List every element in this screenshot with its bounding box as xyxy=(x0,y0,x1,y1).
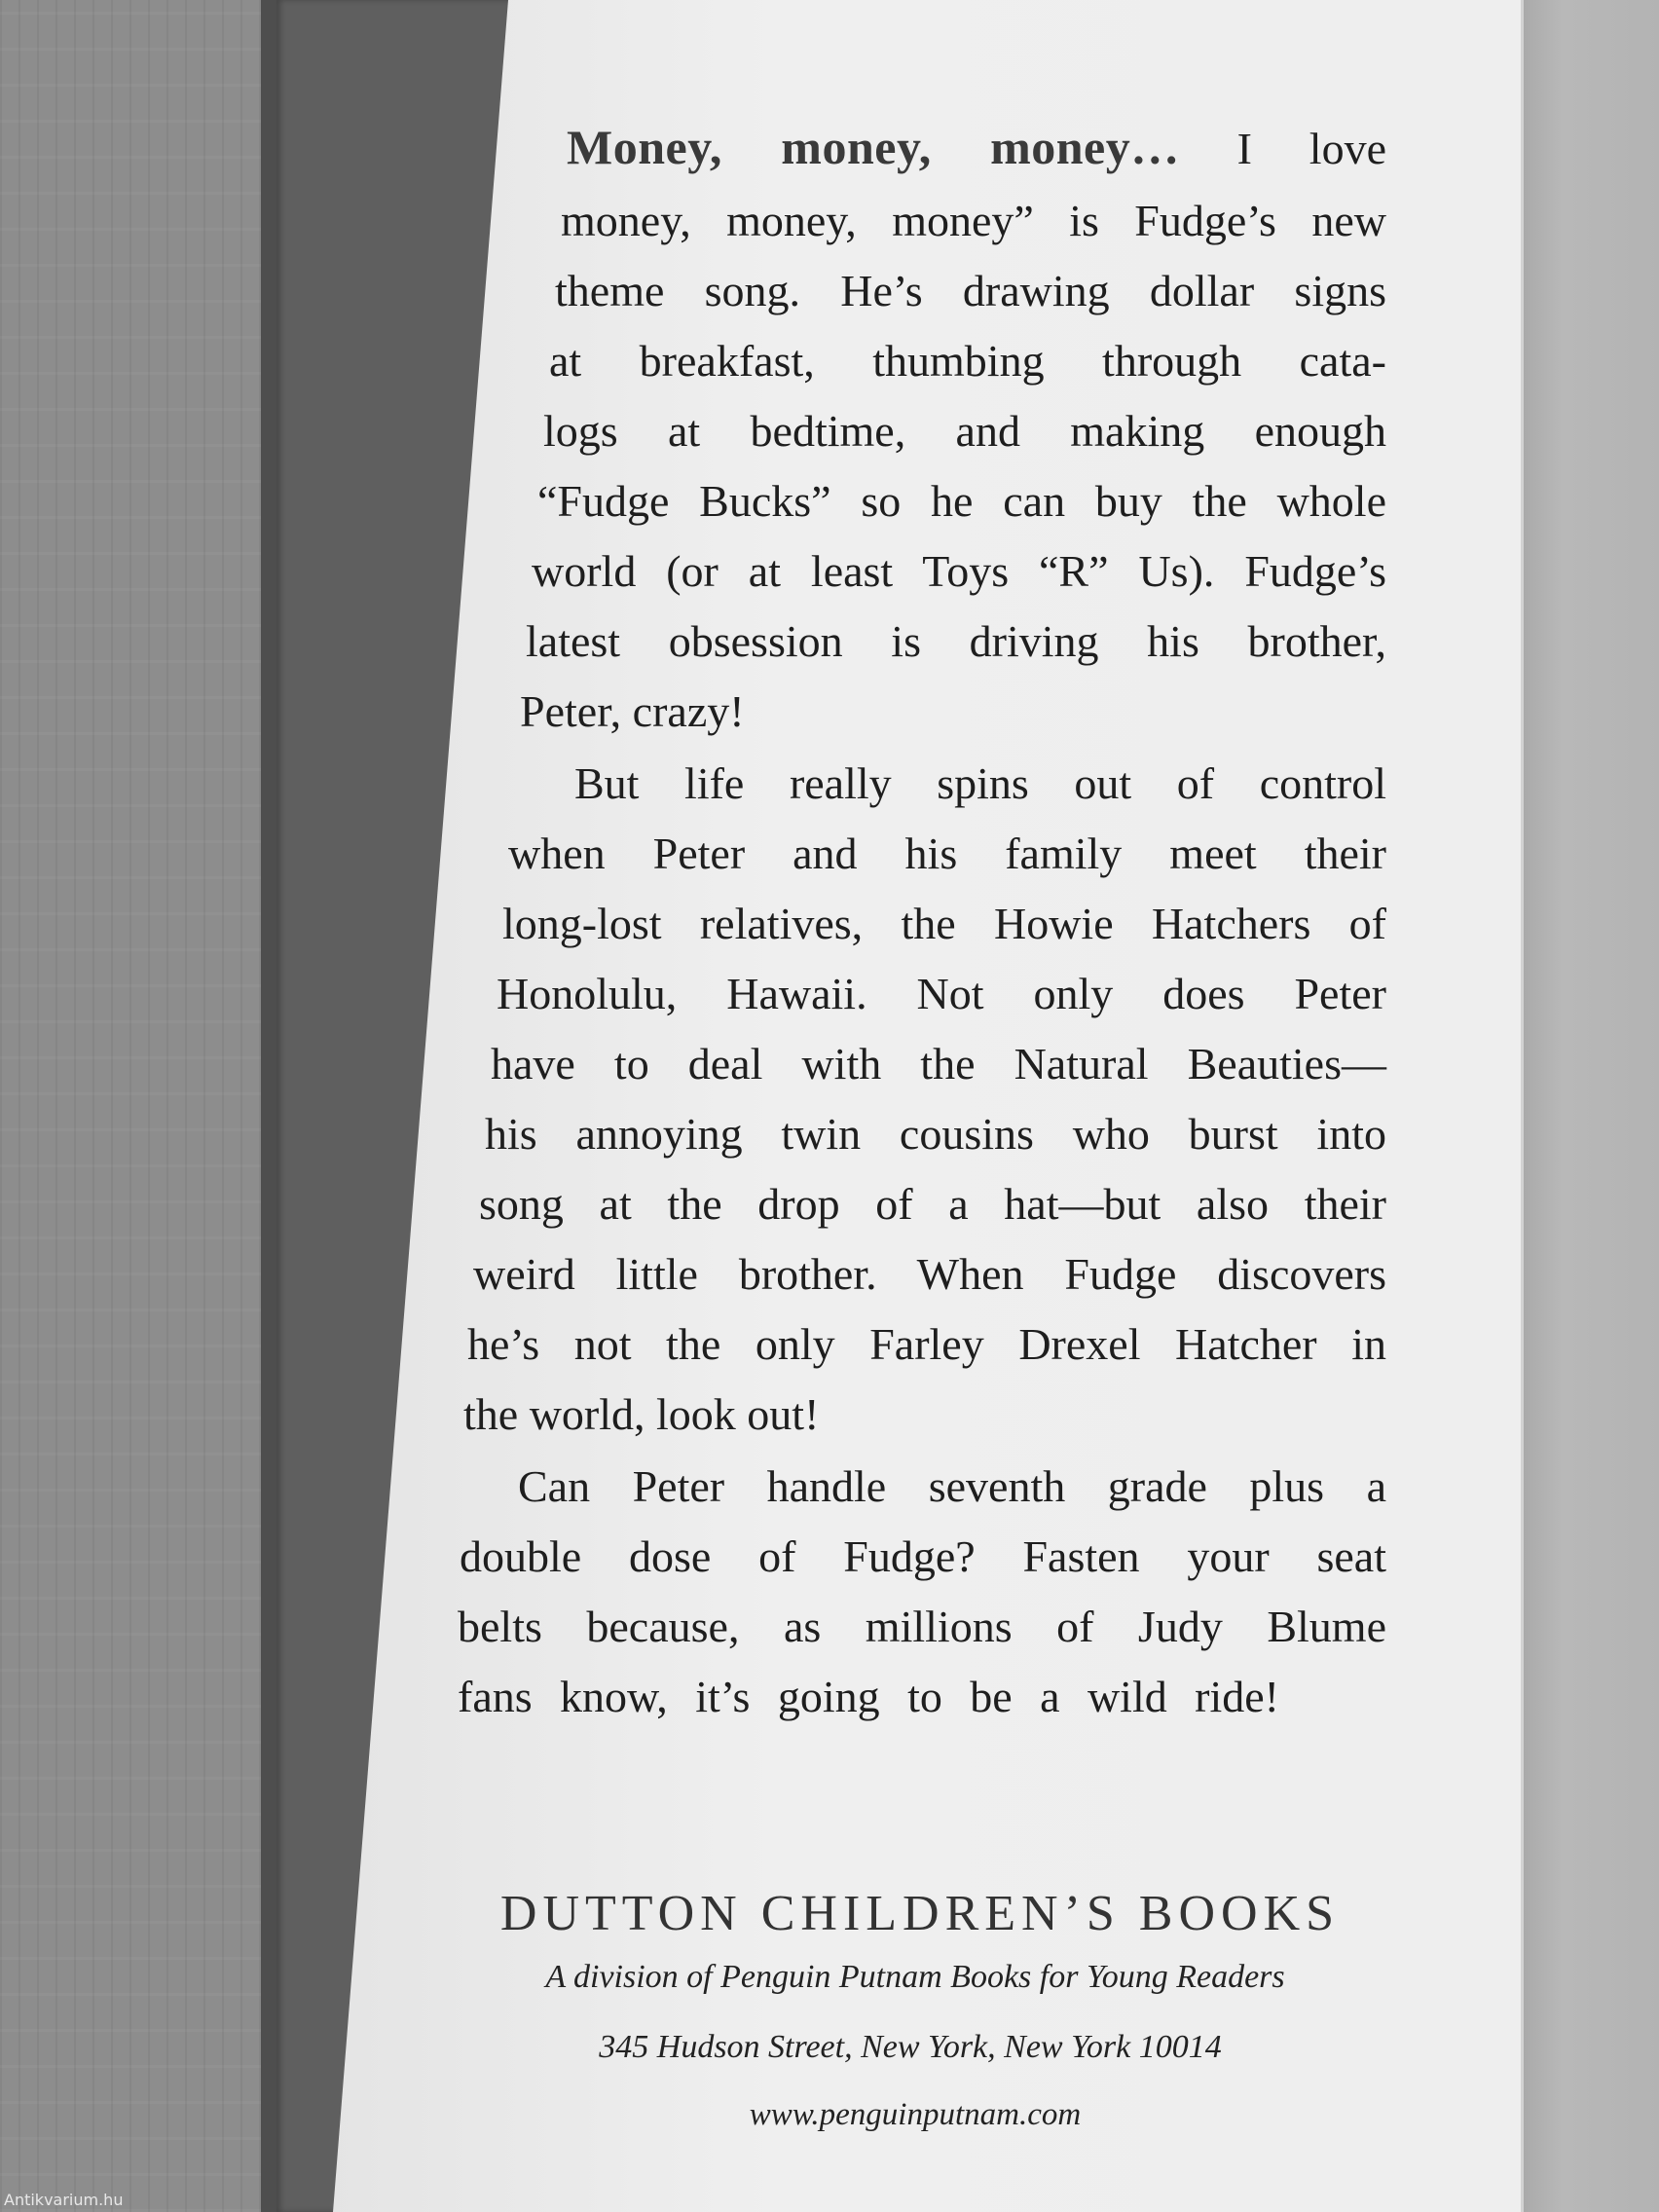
blurb-line: world (or at least Toys “R” Us). Fudge’s xyxy=(532,546,1386,596)
blurb-line: double dose of Fudge? Fasten your seat xyxy=(460,1531,1386,1581)
blurb-line: Can Peter handle seventh grade plus a xyxy=(518,1461,1386,1511)
blurb-line xyxy=(567,120,1386,174)
publisher-website: www.penguinputnam.com xyxy=(749,2097,1082,2132)
blurb-line: belts because, as millions of Judy Blume xyxy=(458,1602,1386,1651)
blurb-line: when Peter and his family meet their xyxy=(508,829,1386,878)
publisher-division: A division of Penguin Putnam Books for Young Readers xyxy=(545,1959,1285,1995)
blurb-line: he’s not the only Farley Drexel Hatcher in xyxy=(467,1319,1386,1369)
watermark-text: Antikvarium.hu xyxy=(4,2191,124,2209)
blurb-line: Honolulu, Hawaii. Not only does Peter xyxy=(497,969,1386,1018)
blurb-line: song at the drop of a hat—but also their xyxy=(479,1179,1386,1229)
blurb-lead-phrase: Money, money, money… xyxy=(567,120,1180,174)
publisher-address: 345 Hudson Street, New York, New York 10014 xyxy=(599,2029,1222,2065)
blurb-line: Peter, crazy! xyxy=(520,686,745,736)
blurb-line: have to deal with the Natural Beauties— xyxy=(491,1039,1386,1088)
blurb-line: at breakfast, thumbing through cata- xyxy=(549,336,1386,386)
blurb-line: latest obsession is driving his brother, xyxy=(526,616,1386,666)
blurb-line: long-lost relatives, the Howie Hatchers of xyxy=(502,899,1386,948)
blurb-line: “Fudge Bucks” so he can buy the whole xyxy=(537,476,1386,526)
publisher-imprint: DUTTON CHILDREN’S BOOKS xyxy=(499,1886,1341,1941)
blurb-lead-rest: I love xyxy=(1236,124,1386,173)
blurb-line: But life really spins out of control xyxy=(574,758,1386,808)
blurb-line: money, money, money” is Fudge’s new xyxy=(561,196,1386,245)
blurb-line: logs at bedtime, and making enough xyxy=(543,406,1386,456)
blurb-line: theme song. He’s drawing dollar signs xyxy=(555,266,1386,315)
blurb-line: weird little brother. When Fudge discovers xyxy=(473,1249,1386,1299)
blurb-line: fans know, it’s going to be a wild ride! xyxy=(458,1672,1279,1721)
blurb-line: the world, look out! xyxy=(463,1389,820,1439)
blurb-line: his annoying twin cousins who burst into xyxy=(485,1109,1386,1159)
